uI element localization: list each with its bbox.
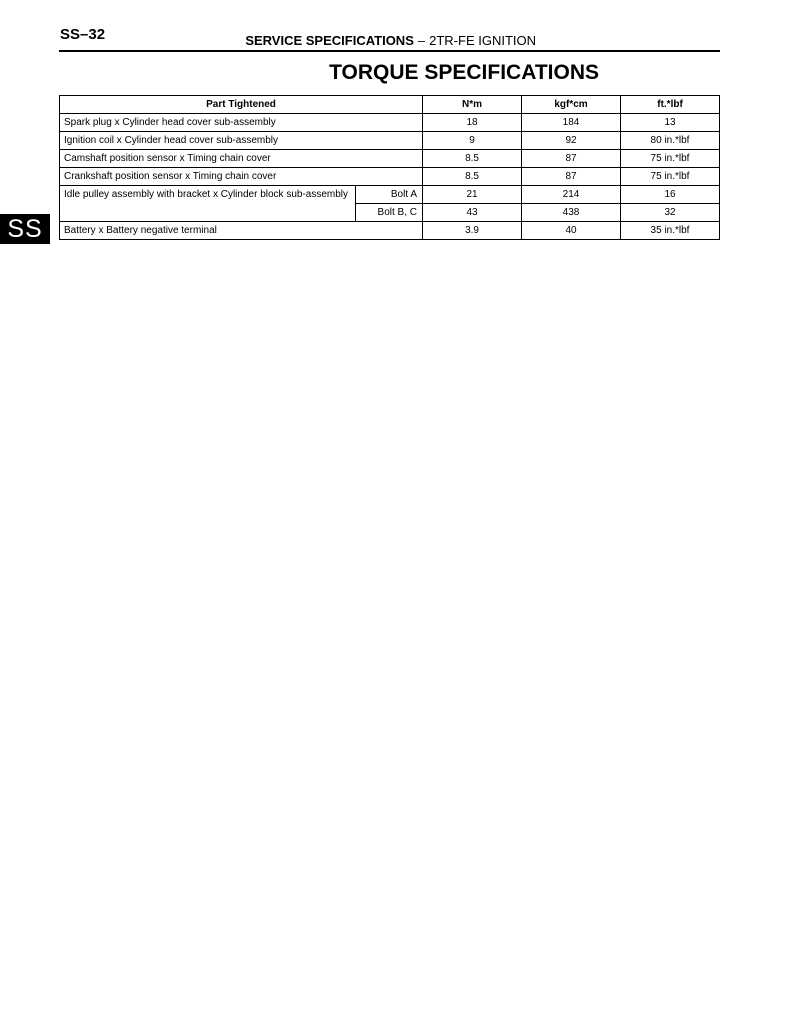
ftlbf-cell: 75 in.*lbf	[621, 150, 720, 168]
column-header-part: Part Tightened	[60, 96, 423, 114]
table-header-row	[60, 96, 720, 114]
kgfcm-cell: 92	[522, 132, 621, 150]
running-header-subtitle: 2TR-FE IGNITION	[429, 33, 536, 48]
part-cell: Crankshaft position sensor x Timing chain cover	[60, 168, 423, 186]
table-row	[60, 114, 720, 132]
section-tab: SS	[0, 214, 50, 244]
running-header-title: SERVICE SPECIFICATIONS	[245, 33, 414, 48]
ftlbf-cell: 13	[621, 114, 720, 132]
ftlbf-cell: 35 in.*lbf	[621, 222, 720, 240]
torque-specifications-table	[59, 95, 720, 240]
kgfcm-cell: 40	[522, 222, 621, 240]
running-header-dash: –	[417, 33, 426, 48]
kgfcm-cell: 87	[522, 168, 621, 186]
nm-cell: 43	[423, 204, 522, 222]
nm-cell: 8.5	[423, 150, 522, 168]
running-header	[245, 33, 536, 48]
nm-cell: 8.5	[423, 168, 522, 186]
nm-cell: 9	[423, 132, 522, 150]
kgfcm-cell: 87	[522, 150, 621, 168]
part-cell: Idle pulley assembly with bracket x Cylinder block sub-assembly	[60, 186, 356, 222]
bolt-cell: Bolt B, C	[356, 204, 423, 222]
table-row	[60, 150, 720, 168]
ftlbf-cell: 80 in.*lbf	[621, 132, 720, 150]
kgfcm-cell: 184	[522, 114, 621, 132]
bolt-cell: Bolt A	[356, 186, 423, 204]
column-header-kgfcm: kgf*cm	[522, 96, 621, 114]
page-number: SS–32	[60, 26, 106, 43]
part-cell: Battery x Battery negative terminal	[60, 222, 423, 240]
section-title: TORQUE SPECIFICATIONS	[329, 61, 599, 84]
ftlbf-cell: 32	[621, 204, 720, 222]
column-header-ftlbf: ft.*lbf	[621, 96, 720, 114]
column-header-nm: N*m	[423, 96, 522, 114]
nm-cell: 21	[423, 186, 522, 204]
nm-cell: 18	[423, 114, 522, 132]
header-rule	[59, 50, 720, 52]
kgfcm-cell: 214	[522, 186, 621, 204]
kgfcm-cell: 438	[522, 204, 621, 222]
part-cell: Camshaft position sensor x Timing chain cover	[60, 150, 423, 168]
nm-cell: 3.9	[423, 222, 522, 240]
ftlbf-cell: 16	[621, 186, 720, 204]
part-cell: Ignition coil x Cylinder head cover sub-assembly	[60, 132, 423, 150]
part-cell: Spark plug x Cylinder head cover sub-assembly	[60, 114, 423, 132]
table-row	[60, 186, 720, 204]
ftlbf-cell: 75 in.*lbf	[621, 168, 720, 186]
table-row	[60, 132, 720, 150]
table-row	[60, 168, 720, 186]
table-row	[60, 222, 720, 240]
